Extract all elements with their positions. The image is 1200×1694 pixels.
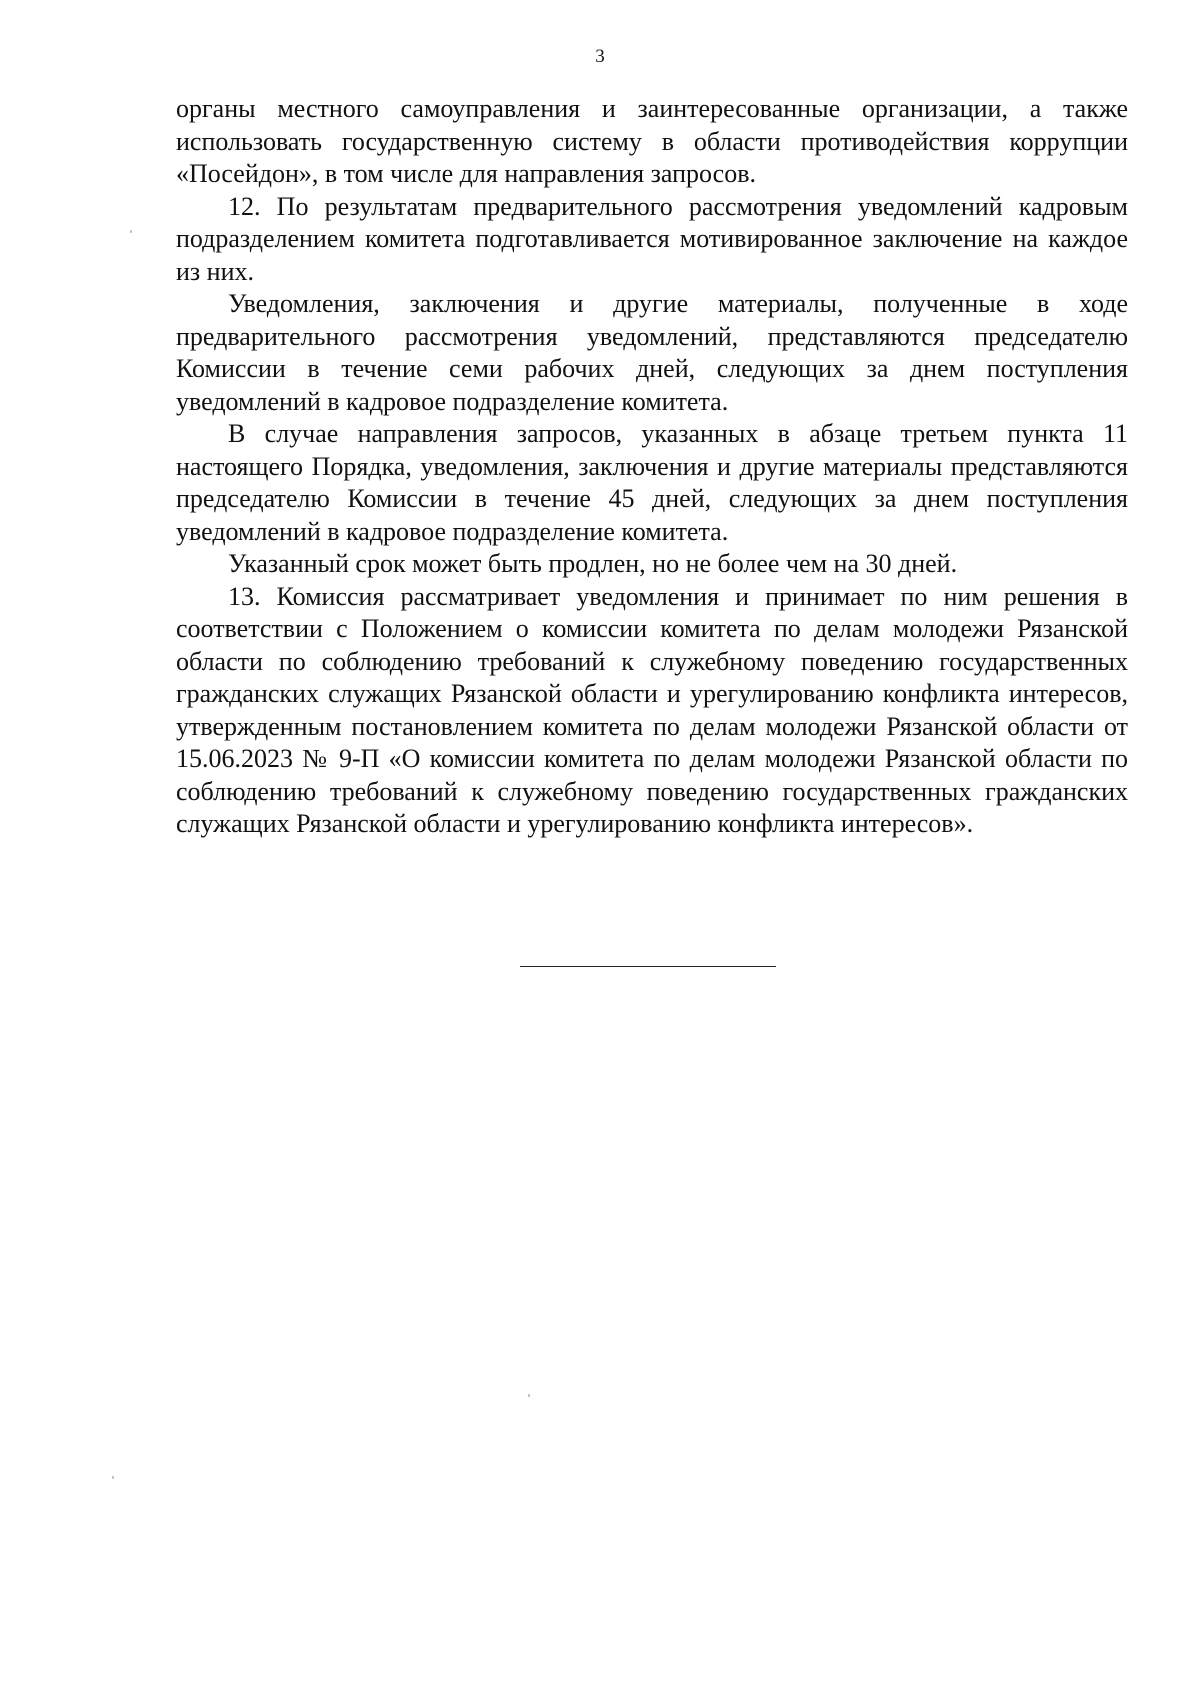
scan-speck bbox=[112, 1476, 114, 1479]
scan-speck bbox=[528, 1394, 530, 1397]
paragraph-continuation: органы местного самоуправления и заинтересованные организации, а также использовать государственную систему в области противодействия коррупции «Посейдон», в том числе для направления запросов. bbox=[176, 94, 1128, 188]
paragraph-term-extension: Указанный срок может быть продлен, но не более чем на 30 дней. bbox=[228, 549, 958, 578]
scan-speck bbox=[130, 230, 132, 233]
page-number: 3 bbox=[595, 46, 605, 67]
end-of-text-rule bbox=[520, 966, 776, 967]
document-body bbox=[176, 93, 1128, 841]
paragraph-requests-case: В случае направления запросов, указанных в абзаце третьем пункта 11 настоящего Порядка, уведомления, заключения и другие материалы представляются председателю Комиссии в течение 45 дней, следующих за днем поступления уведомлений в кадровое подразделение комитета. bbox=[176, 419, 1128, 546]
paragraph-notifications-submission: Уведомления, заключения и другие материалы, полученные в ходе предварительного рассмотрения уведомлений, представляются председателю Комиссии в течение семи рабочих дней, следующих за днем поступления уведомлений в кадровое подразделение комитета. bbox=[176, 289, 1128, 416]
paragraph-item-12: 12. По результатам предварительного рассмотрения уведомлений кадровым подразделением комитета подготавливается мотивированное заключение на каждое из них. bbox=[176, 191, 1128, 286]
paragraph-item-13: 13. Комиссия рассматривает уведомления и принимает по ним решения в соответствии с Положением о комиссии комитета по делам молодежи Рязанской области по соблюдению требований к служебному поведению государственных гражданских служащих Рязанской области и урегулированию конфликта интересов, утвержденным постановлением комитета по делам молодежи Рязанской области от 15.06.2023 № 9-П «О комиссии комитета по делам молодежи Рязанской области по соблюдению требований к служебному поведению государственных гражданских служащих Рязанской области и урегулированию конфликта интересов». bbox=[176, 581, 1128, 838]
